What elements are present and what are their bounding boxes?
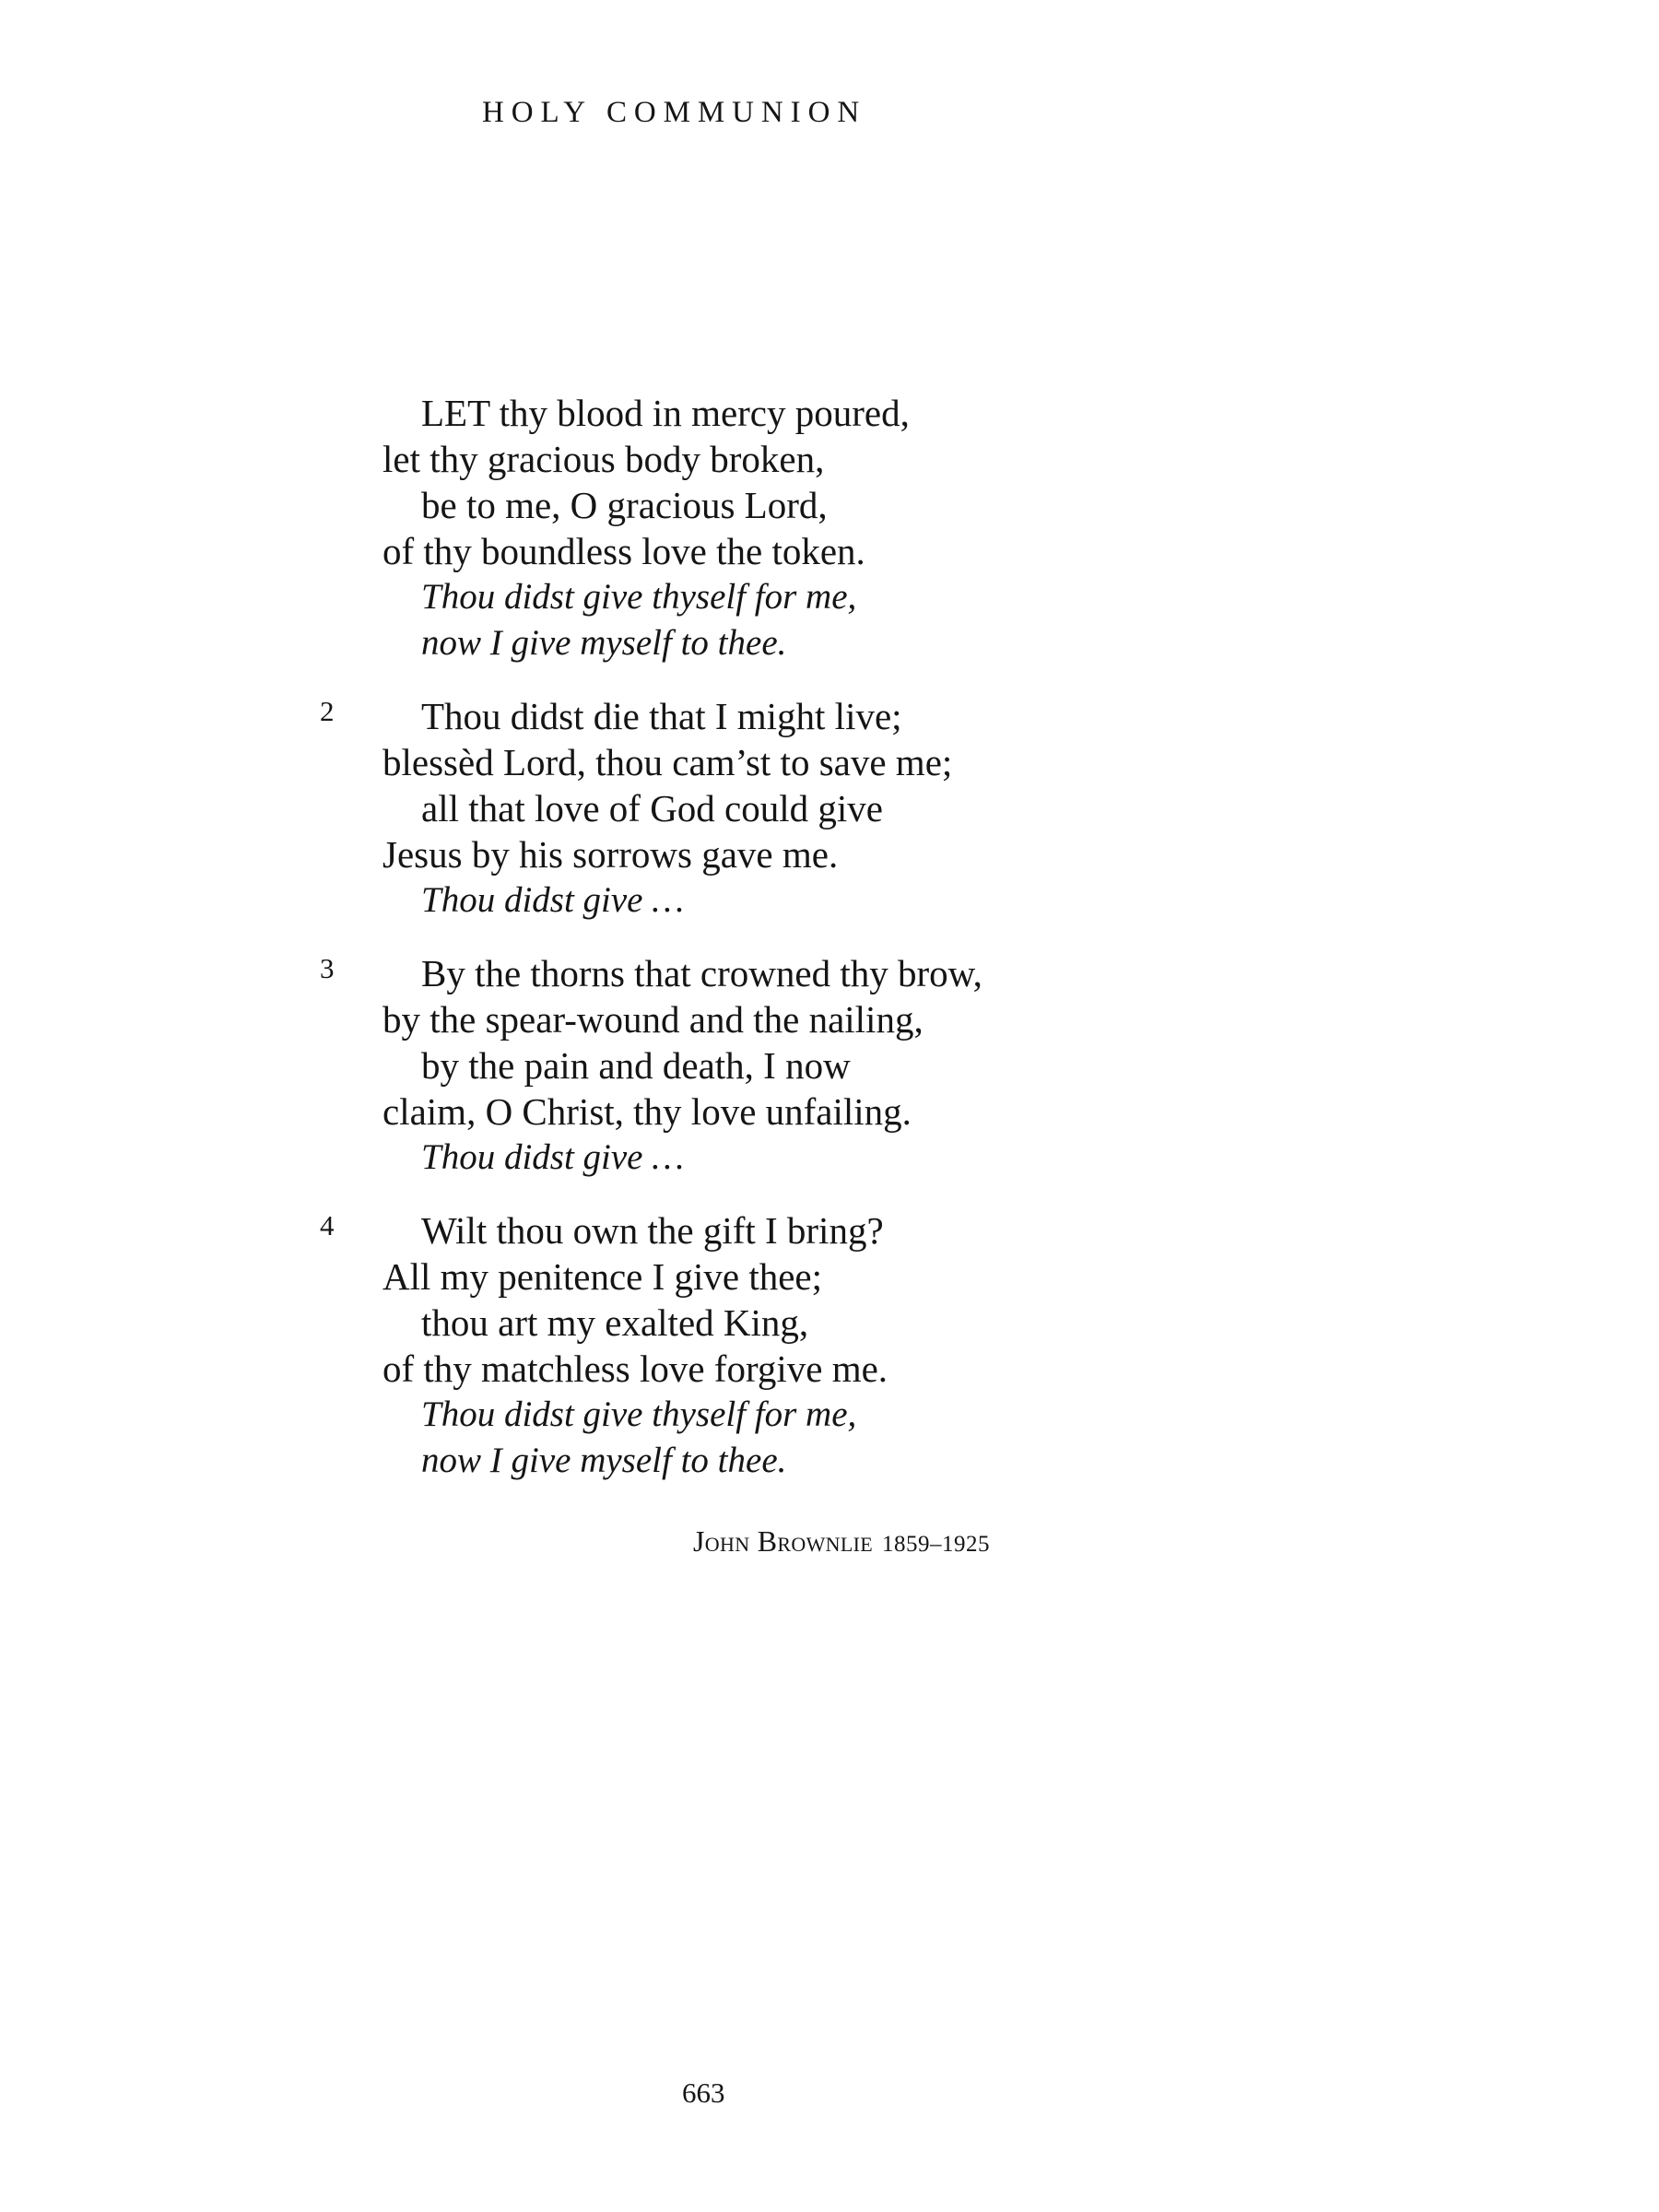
verse-line: of thy boundless love the token. [382,530,865,572]
refrain-line: Thou didst give thyself for me, [421,577,857,617]
verse-line: thou art my exalted King, [421,1301,809,1344]
author-name: John Brownlie [693,1524,874,1558]
page-number: 663 [682,2077,725,2109]
verse-line: LET thy blood in mercy poured, [421,392,910,434]
author-dates: 1859–1925 [882,1532,991,1557]
refrain-line: Thou didst give thyself for me, [421,1394,857,1434]
verse-line: By the thorns that crowned thy brow, [421,952,982,994]
verse-1 [382,390,1304,666]
running-head-title: HOLY COMMUNION [482,96,867,129]
verse-line: blessèd Lord, thou cam’st to save me; [382,741,953,783]
verse-2 [320,693,1304,924]
hymn-text [320,390,1304,1511]
verse-number: 3 [320,952,335,984]
verse-line: by the spear-wound and the nailing, [382,998,924,1041]
refrain-line: now I give myself to thee. [421,623,787,663]
author-attribution [693,1524,990,1559]
verse-line: All my penitence I give thee; [382,1255,823,1298]
refrain-line: Thou didst give … [421,1137,684,1177]
verse-line: of thy matchless love forgive me. [382,1347,888,1390]
verse-4 [320,1207,1304,1484]
verse-number: 4 [320,1209,335,1241]
verse-line: be to me, O gracious Lord, [421,484,828,526]
refrain-line: Thou didst give … [421,880,684,920]
verse-line: claim, O Christ, thy love unfailing. [382,1090,912,1133]
refrain-line: now I give myself to thee. [421,1441,787,1480]
verse-line: by the pain and death, I now [421,1044,851,1087]
verse-line: Thou didst die that I might live; [421,695,902,737]
verse-line: Jesus by his sorrows gave me. [382,833,839,876]
verse-line: let thy gracious body broken, [382,438,825,480]
verse-line: all that love of God could give [421,787,883,830]
verse-line: Wilt thou own the gift I bring? [421,1209,884,1252]
verse-number: 2 [320,695,335,727]
verse-3 [320,950,1304,1181]
